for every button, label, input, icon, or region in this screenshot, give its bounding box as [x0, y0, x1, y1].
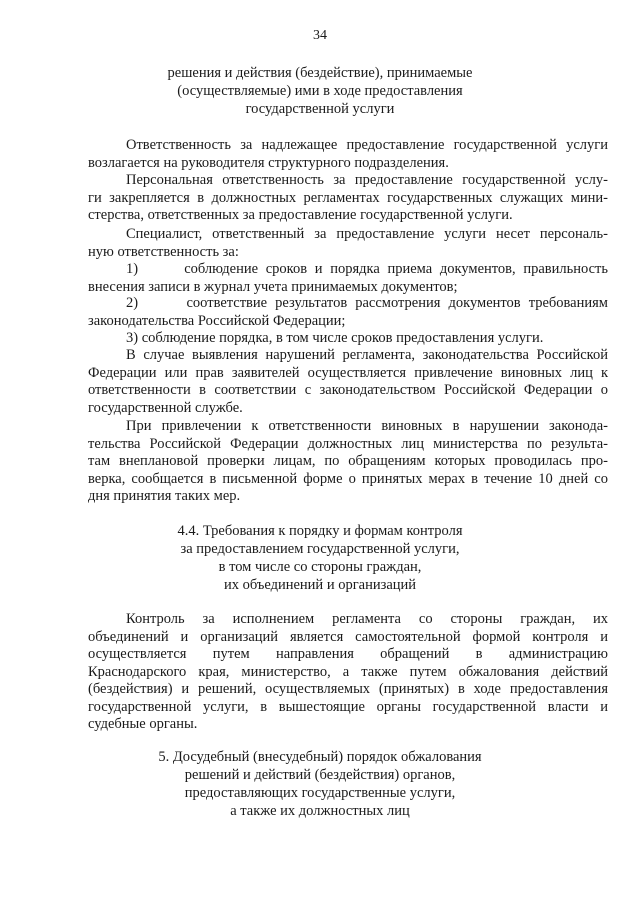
text-line: (бездействия) и решений, осуществляемых (принятых) в ходе предоставления: [88, 681, 608, 697]
heading-line: 4.4. Требования к порядку и формам контроля: [177, 523, 463, 539]
text-line: Федерации или прав заявителей осуществляется привлечение виновных лиц к: [88, 364, 608, 381]
page-number: 34: [313, 28, 327, 43]
heading-line: за предоставлением государственной услуги,: [180, 541, 460, 557]
text-line: государственной услуги, в вышестоящие органы государственной власти и: [88, 698, 608, 715]
section-heading: [0, 748, 640, 820]
section-heading: [0, 522, 640, 594]
text-line: тельства Российской Федерации должностных лиц министерства по результа-: [88, 435, 608, 452]
paragraph-inspection: [88, 418, 608, 506]
section-paragraph: [88, 611, 608, 734]
text-line: Краснодарского края, министерство, а также путем обжалования действий: [88, 663, 608, 680]
text-line: ную ответственность за:: [88, 243, 239, 260]
top-heading: [0, 64, 640, 118]
heading-line: а также их должностных лиц: [230, 803, 410, 819]
heading-line: государственной услуги: [245, 101, 395, 117]
heading-line: предоставляющих государственные услуги,: [184, 785, 456, 801]
text-line: Персональная ответственность за предоставление государственной услу-: [126, 172, 608, 188]
heading-line: решений и действий (бездействия) органов,: [184, 767, 456, 783]
text-line: стерства, ответственных за предоставление государственной услуги.: [88, 207, 513, 223]
text-line: верка, сообщается в письменной форме о принятых мерах в течение 10 дней со: [88, 470, 608, 487]
text-line: Ответственность за надлежащее предоставление государственной услуги: [126, 137, 608, 153]
text-line: внесения записи в журнал учета принимаемых документов;: [88, 278, 458, 295]
heading-line: их объединений и организаций: [223, 577, 417, 593]
heading-line: (осуществляемые) ими в ходе предоставления: [177, 83, 463, 99]
paragraph-responsibility: [88, 137, 608, 172]
text-line: ги закрепляется в должностных регламентах государственных служащих мини-: [88, 189, 608, 206]
text-line: 1) соблюдение сроков и порядка приема документов, правильность: [126, 261, 608, 277]
list-item: [88, 295, 608, 330]
heading-line: 5. Досудебный (внесудебный) порядок обжалования: [158, 749, 482, 765]
text-line: возлагается на руководителя структурного подразделения.: [88, 154, 449, 171]
text-line: законодательства Российской Федерации;: [88, 312, 346, 329]
list-item: 3) соблюдение порядка, в том числе сроков предоставления услуги.: [126, 330, 544, 346]
paragraph-personal-responsibility: [88, 172, 608, 225]
paragraph-specialist: [88, 226, 608, 261]
text-line: ответственности в соответствии с законодательством Российской Федерации о: [88, 382, 608, 398]
text-line: Контроль за исполнением регламента со стороны граждан, их: [126, 611, 608, 627]
list-item: [88, 261, 608, 296]
text-line: 2) соответствие результатов рассмотрения документов требованиям: [126, 295, 608, 311]
text-line: При привлечении к ответственности виновных в нарушении законода-: [126, 418, 608, 434]
text-line: Специалист, ответственный за предоставление услуги несет персональ-: [126, 226, 608, 242]
heading-line: в том числе со стороны граждан,: [218, 559, 422, 575]
paragraph-violations: [88, 347, 608, 417]
text-line: В случае выявления нарушений регламента, законодательства Российской: [126, 347, 608, 363]
text-line: осуществляется путем направления обращений в администрацию: [88, 646, 608, 662]
text-line: судебные органы.: [88, 716, 198, 732]
text-line: там внеплановой проверки лицам, по обращениям которых проводилась про-: [88, 453, 608, 469]
heading-line: решения и действия (бездействие), принимаемые: [167, 65, 473, 81]
text-line: объединений и организаций является самостоятельной формой контроля и: [88, 628, 608, 645]
text-line: дня принятия таких мер.: [88, 488, 241, 504]
text-line: государственной службе.: [88, 399, 243, 416]
